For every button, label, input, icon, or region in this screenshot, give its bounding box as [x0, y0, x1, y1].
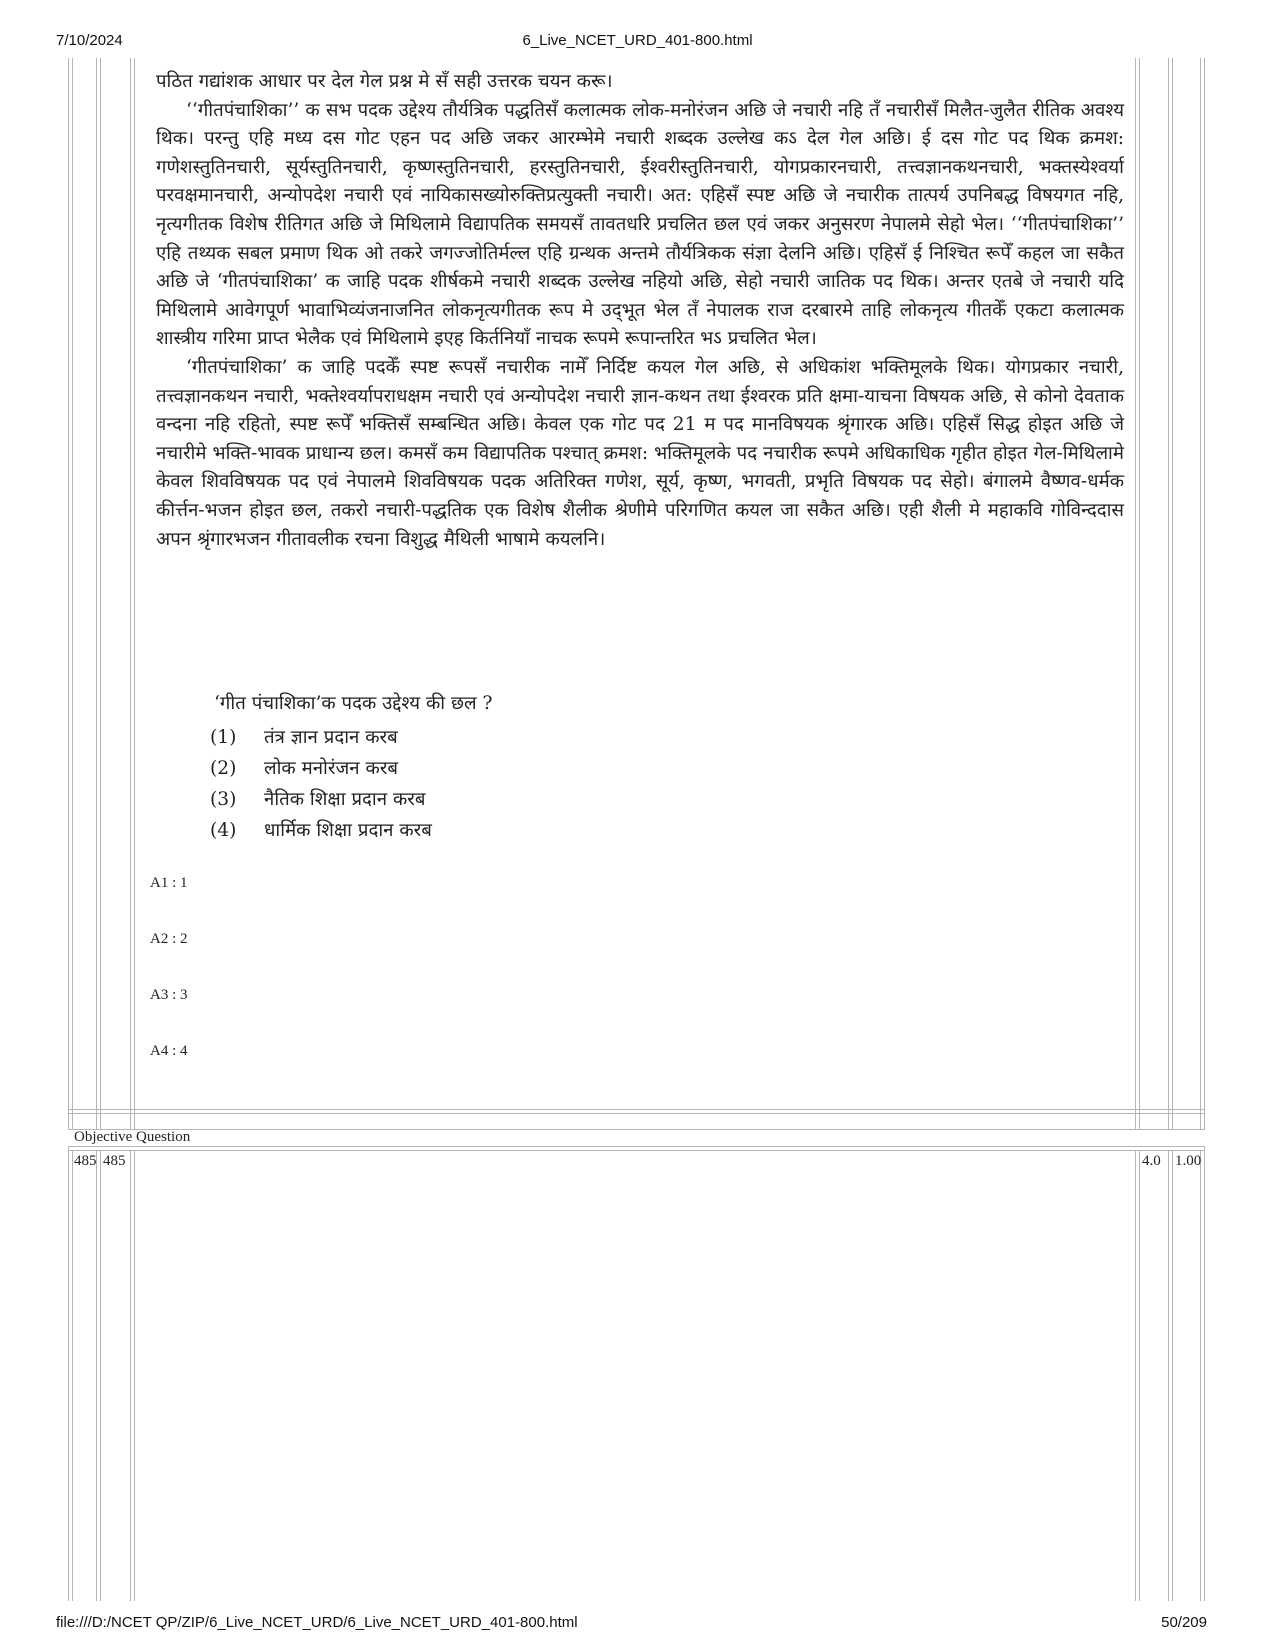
option-list — [210, 722, 432, 846]
answer-option-2: A2 : 2 — [150, 931, 188, 947]
option-number: (4) — [210, 820, 237, 841]
option-item — [210, 753, 432, 784]
answer-option-1: A1 : 1 — [150, 875, 188, 891]
option-number: (2) — [210, 758, 237, 779]
serial-number: 485 — [74, 1153, 97, 1169]
marks-value: 4.0 — [1142, 1153, 1161, 1169]
question-text: ‘गीत पंचाशिका’क पदक उद्देश्य की छल ? — [214, 693, 493, 714]
question-id: 485 — [103, 1153, 126, 1169]
option-item — [210, 784, 432, 815]
option-number: (1) — [210, 727, 237, 748]
option-text: नैतिक शिक्षा प्रदान करब — [264, 789, 426, 810]
reading-passage — [156, 68, 1124, 554]
print-file-path: file:///D:/NCET QP/ZIP/6_Live_NCET_URD/6_Live_NCET_URD_401-800.html — [56, 1614, 578, 1631]
option-text: तंत्र ज्ञान प्रदान करब — [264, 727, 398, 748]
answer-option-3: A3 : 3 — [150, 987, 188, 1003]
option-item — [210, 815, 432, 846]
passage-paragraph-2: ‘गीतपंचाशिका’ क जाहि पदकेँ स्पष्ट रूपसँ नचारीक नामेँ निर्दिष्ट कयल गेल अछि, से अधिकांश भक्तिमूलके थिक। योगप्रकार नचारी, तत्त्वज्ञानकथन नचारी, भक्तेश्वर्यापराधक्षम नचारी एवं अन्योपदेश नचारी ज्ञान-कथन तथा ईश्वरक प्रति क्षमा-याचना विषयक अछि, से कोनो देवताक वन्दना नहि रहितो, स्पष्ट रूपेँ भक्तिसँ सम्बन्धित अछि। केवल एक गोट पद 21 म पद मानविषयक श्रृंगारक अछि। एहिसँ सिद्ध होइत अछि जे नचारीमे भक्ति-भावक प्राधान्य छल। कमसँ कम विद्यापतिक पश्चात् क्रमश: भक्तिमूलके पद नचारीक रूपमे अधिकाधिक गृहीत होइत गेल-मिथिलामे केवल शिवविषयक पद एवं नेपालमे शिवविषयक पदक अतिरिक्त गणेश, सूर्य, कृष्ण, भगवती, प्रभृति विषयक पद सेहो। बंगालमे वैष्णव-धर्मक कीर्त्तन-भजन होइत छल, तकरो नचारी-पद्धतिक एक विशेष शैलीक श्रेणीमे परिगणित कयल जा सकैत अछि। एही शैली मे महाकवि गोविन्ददास अपन श्रृंगारभजन गीतावलीक रचना विशुद्ध मैथिली भाषामे कयलनि। — [156, 356, 1124, 550]
question-type-label: Objective Question — [74, 1129, 191, 1145]
option-text: धार्मिक शिक्षा प्रदान करब — [264, 820, 432, 841]
negative-marks-value: 1.00 — [1175, 1153, 1202, 1169]
print-date: 7/10/2024 — [56, 32, 123, 49]
passage-instruction: पठित गद्यांशक आधार पर देल गेल प्रश्न मे सँ सही उत्तरक चयन करू। — [156, 71, 613, 92]
passage-paragraph-1: ‘‘गीतपंचाशिका’’ क सभ पदक उद्देश्य तौर्यत्रिक पद्धतिसँ कलात्मक लोक-मनोरंजन अछि जे नचारी नहि तँ नचारीसँ मिलैत-जुलैत रीतिक अवश्य थिक। परन्तु एहि मध्य दस गोट एहन पद अछि जकर आरम्भेमे नचारी शब्दक उल्लेख कऽ देल गेल अछि। ई दस गोट पद थिक क्रमश: गणेशस्तुतिनचारी, सूर्यस्तुतिनचारी, कृष्णस्तुतिनचारी, हरस्तुतिनचारी, ईश्वरीस्तुतिनचारी, योगप्रकारनचारी, तत्त्वज्ञानकथनचारी, भक्तस्येश्वर्या परवक्षमानचारी, अन्योपदेश नचारी एवं नायिकासख्योरुक्तिप्रत्युक्ती नचारी। अत: एहिसँ स्पष्ट अछि जे नचारीक तात्पर्य उपनिबद्ध विषयगत नहि, नृत्यगीतक विशेष रीतिगत अछि जे मिथिलामे विद्यापतिक समयसँ तावतधरि प्रचलित छल एवं जकर अनुसरण नेपालमे सेहो भेल। ‘‘गीतपंचाशिका’’ एहि तथ्यक सबल प्रमाण थिक ओ तकरे जगज्जोतिर्मल्ल एहि ग्रन्थक अन्तमे तौर्यत्रिकक संज्ञा देलनि अछि। एहिसँ ई निश्चित रूपेँ कहल जा सकैत अछि जे ‘गीतपंचाशिका’ क जाहि पदक शीर्षकमे नचारी शब्दक उल्लेख नहियो अछि, सेहो नचारी जातिक पद थिक। अन्तर एतबे जे नचारी यदि मिथिलामे आवेगपूर्ण भावाभिव्यंजनाजनित लोकनृत्यगीतक रूप मे उद्‌भूत भेल तँ नेपालक राज दरबारमे ताहि लोकनृत्य गीतकेँ एकटा कलात्मक शास्त्रीय गरिमा प्राप्त भेलैक एवं मिथिलामे इएह किर्तनियाँ नाचक रूपमे रूपान्तरित भऽ प्रचलित भेल। — [156, 99, 1124, 350]
option-text: लोक मनोरंजन करब — [264, 758, 399, 779]
option-number: (3) — [210, 789, 237, 810]
answer-option-4: A4 : 4 — [150, 1043, 188, 1059]
page-number: 50/209 — [1161, 1614, 1207, 1631]
print-title: 6_Live_NCET_URD_401-800.html — [522, 32, 753, 49]
option-item — [210, 722, 432, 753]
